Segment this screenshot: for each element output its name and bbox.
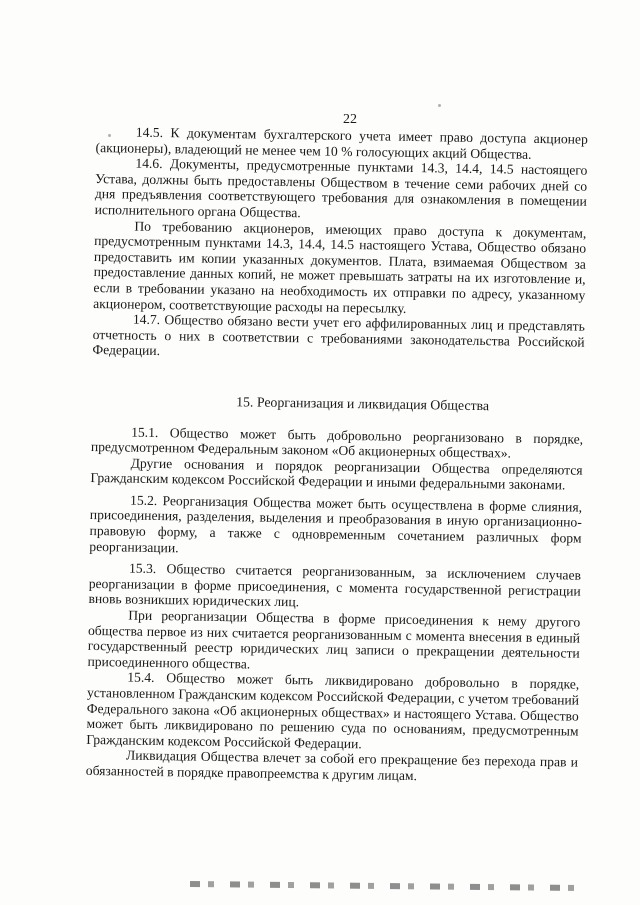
paragraph-15-4: 15.4. Общество может быть ликвидировано добровольно в порядке, установленном Гражданским кодексом Российской Федерации, с учетом требований Федерального закона «Об акционерных обществах» и настоящего Устава. Общество может быть ликвидировано по решению суда по основаниям, предусмотренным Гражданским кодексом Российской Федерации.: [86, 669, 580, 752]
paragraph-14-7: 14.7. Общество обязано вести учет его аффилированных лиц и представлять отчетность о них в соответствии с требованиями законодательства Российской Федерации.: [92, 311, 586, 359]
paragraph-15-1: 15.1. Общество может быть добровольно реорганизовано в порядке, предусмотренном Федеральным законом «Об акционерных обществах».: [90, 424, 584, 461]
page-number: 22: [343, 112, 357, 127]
paragraph-other-grounds: Другие основания и порядок реорганизации Общества определяются Гражданским кодексом Российской Федерации и иными федеральными законами.: [90, 455, 583, 493]
paragraph-liquidation: Ликвидация Общества влечет за собой его прекращение без перехода прав и обязанностей в порядке правопреемства к другим лицам.: [85, 747, 579, 784]
section-heading: 15. Реорганизация и ликвидация Общества: [236, 394, 490, 414]
paragraph-copies-request: По требованию акционеров, имеющих право доступа к документам, предусмотренным пунктами 14.3, 14.4, 14.5 настоящего Устава, Общество обязано предоставить им копии указанных документов. Плата, взимаемая Обществом за предоставление данных копий, не может превышать затраты на их изготовление и, если в требовании указано на необходимость их отправки по адресу, указанному акционером, соответствующие расходы на пересылку.: [93, 218, 587, 316]
scan-artifact-bottom: [190, 881, 580, 891]
paragraph-14-5: 14.5. К документам бухгалтерского учета имеет право доступа акционер (акционеры), владеющий не менее чем 10 % голосующих акций Общества.: [95, 124, 588, 162]
paragraph-14-6: 14.6. Документы, предусмотренные пунктами 14.3, 14.4, 14.5 настоящего Устава, должны быть предоставлены Обществом в течение семи рабочих дней со дня предъявления соответствующего требования для ознакомления в помещении исполнительного органа Общества.: [94, 155, 588, 221]
paragraph-15-3: 15.3. Общество считается реорганизованным, за исключением случаев реорганизации в форме присоединения, с момента государственной регистрации вновь возникших юридических лиц.: [88, 560, 582, 610]
document-body: [86, 124, 588, 786]
scan-speck: [108, 134, 111, 137]
paragraph-15-2: 15.2. Реорганизация Общества может быть осуществлена в форме слияния, присоединения, разделения, выделения и преобразования в иную организационно-правовую форму, а также с одновременным сочетанием различных форм реорганизации.: [89, 492, 583, 556]
paragraph-merger: При реорганизации Общества в форме присоединения к нему другого общества первое из них считается реорганизованным с момента внесения в единый государственный реестр юридических лиц записи о прекращении деятельности присоединенного общества.: [87, 607, 581, 672]
scan-speck: [438, 104, 441, 107]
